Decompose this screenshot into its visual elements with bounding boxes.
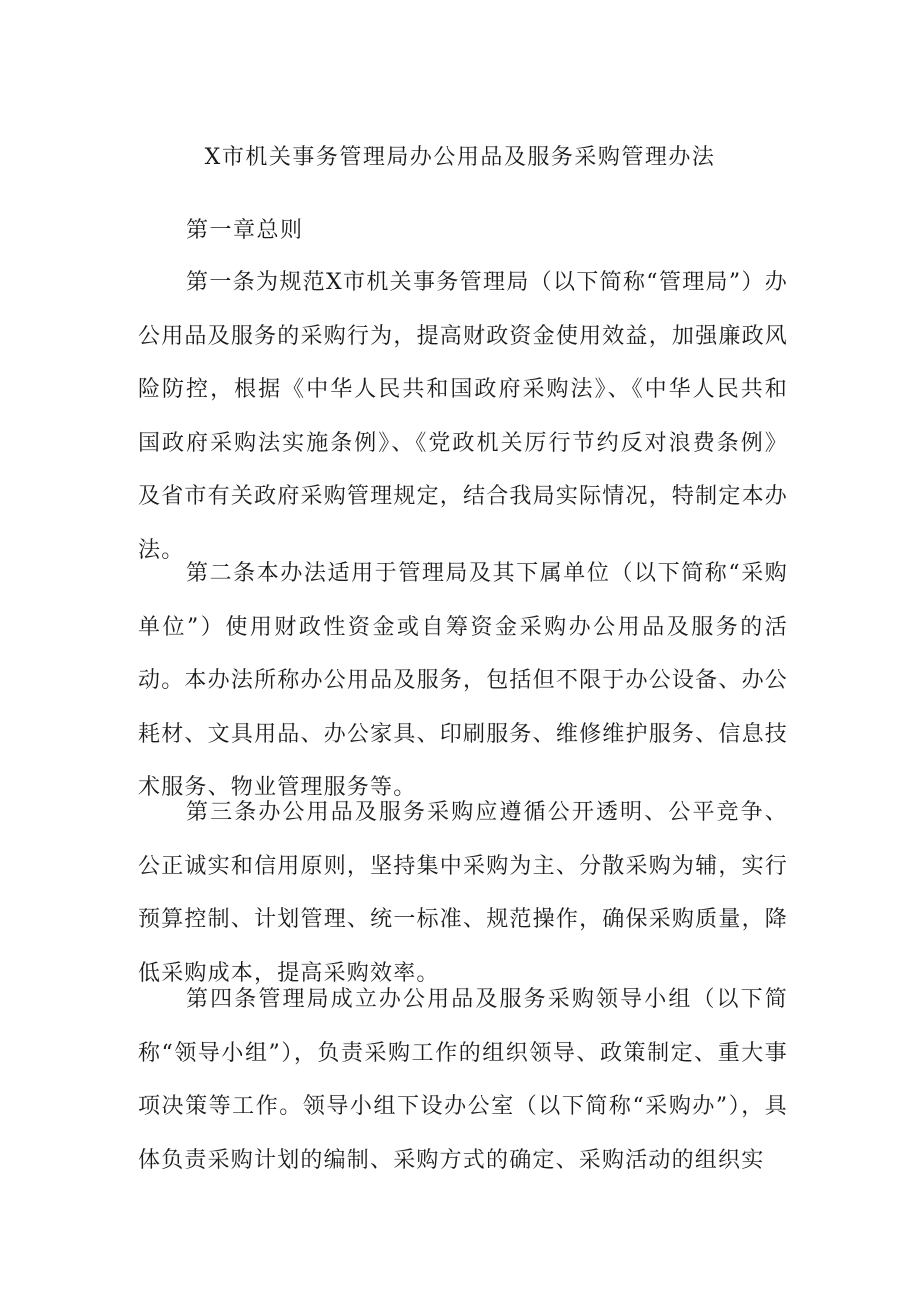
article-4-paragraph: 第四条管理局成立办公用品及服务采购领导小组（以下简称“领导小组”），负责采购工作的组织领导、政策制定、重大事项决策等工作。领导小组下设办公室（以下简称“采购办”），具体负责采购计划的编制、采购方式的确定、采购活动的组织实 (138, 987, 788, 1173)
article-2-paragraph: 第二条本办法适用于管理局及其下属单位（以下简称“采购单位”）使用财政性资金或自筹资金采购办公用品及服务的活动。本办法所称办公用品及服务，包括但不限于办公设备、办公耗材、文具用品、办公家具、印刷服务、维修维护服务、信息技术服务、物业管理服务等。 (138, 561, 788, 800)
article-3-paragraph: 第三条办公用品及服务采购应遵循公开透明、公平竞争、公正诚实和信用原则，坚持集中采购为主、分散采购为辅，实行预算控制、计划管理、统一标准、规范操作，确保采购质量，降低采购成本，提高采购效率。 (138, 800, 788, 986)
chapter-heading: 第一章总则 (186, 218, 304, 243)
article-1-paragraph: 第一条为规范X市机关事务管理局（以下简称“管理局”）办公用品及服务的采购行为，提高财政资金使用效益，加强廉政风险防控，根据《中华人民共和国政府采购法》、《中华人民共和国政府采购法实施条例》、《党政机关厉行节约反对浪费条例》及省市有关政府采购管理规定，结合我局实际情况，特制定本办法。 (138, 270, 788, 563)
document-title: X市机关事务管理局办公用品及服务采购管理办法 (204, 145, 716, 170)
